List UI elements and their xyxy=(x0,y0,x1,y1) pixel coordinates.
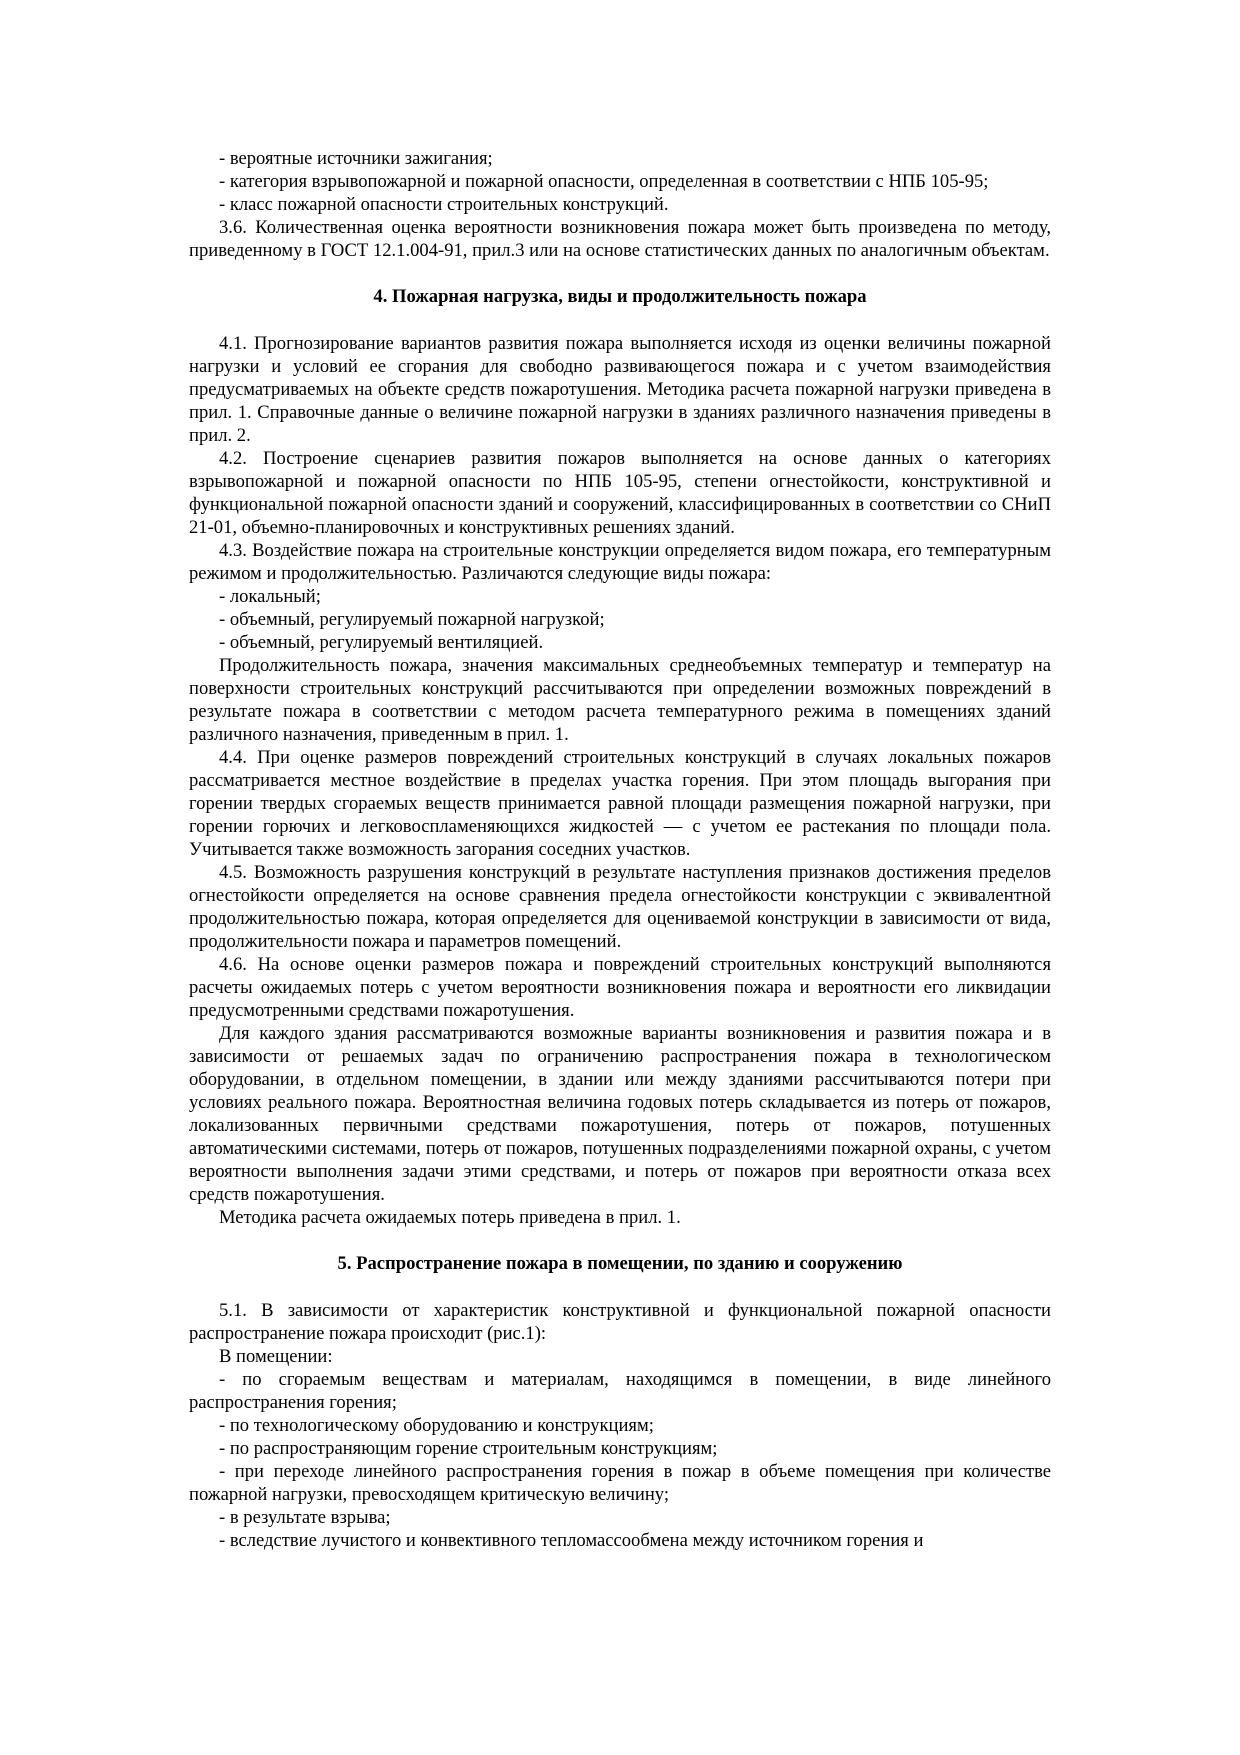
list-item: - по технологическому оборудованию и конструкциям; xyxy=(219,1415,654,1436)
list-item: - при переходе линейного распространения горения в пожар в объеме помещения при количестве пожарной нагрузки, превосходящем критическую величину; xyxy=(189,1461,1051,1505)
paragraph-4-6: 4.6. На основе оценки размеров пожара и повреждений строительных конструкций выполняются расчеты ожидаемых потерь с учетом вероятности возникновения пожара и вероятности его ликвидации предусмотренными средствами пожаротушения. xyxy=(189,954,1051,1021)
paragraph-4-5: 4.5. Возможность разрушения конструкций в результате наступления признаков достижения пределов огнестойкости определяется на основе сравнения предела огнестойкости конструкции с эквивалентной продолжительностью пожара, которая определяется для оцениваемой конструкции в зависимости от вида, продолжительности пожара и параметров помещений. xyxy=(189,862,1051,952)
list-item: - объемный, регулируемый пожарной нагрузкой; xyxy=(219,609,605,630)
list-item: - объемный, регулируемый вентиляцией. xyxy=(219,632,544,653)
paragraph-4-3: 4.3. Воздействие пожара на строительные конструкции определяется видом пожара, его температурным режимом и продолжительностью. Различаются следующие виды пожара: xyxy=(189,540,1051,584)
paragraph: В помещении: xyxy=(219,1346,333,1367)
paragraph-5-1: 5.1. В зависимости от характеристик конструктивной и функциональной пожарной опасности распространение пожара происходит (рис.1): xyxy=(189,1300,1051,1344)
paragraph-4-1: 4.1. Прогнозирование вариантов развития пожара выполняется исходя из оценки величины пожарной нагрузки и условий ее сгорания для свободно развивающегося пожара и с учетом взаимодействия предусматриваемых на объекте средств пожаротушения. Методика расчета пожарной нагрузки приведена в прил. 1. Справочные данные о величине пожарной нагрузки в зданиях различного назначения приведены в прил. 2. xyxy=(189,333,1051,446)
list-item: - вследствие лучистого и конвективного тепломассообмена между источником горения и xyxy=(219,1530,924,1551)
list-item: - вероятные источники зажигания; xyxy=(219,148,493,169)
list-item: - по распространяющим горение строительным конструкциям; xyxy=(219,1438,718,1459)
section-4-heading: 4. Пожарная нагрузка, виды и продолжительность пожара xyxy=(373,286,867,307)
list-item: - по сгораемым веществам и материалам, находящимся в помещении, в виде линейного распространения горения; xyxy=(189,1369,1051,1413)
paragraph-4-2: 4.2. Построение сценариев развития пожаров выполняется на основе данных о категориях взрывопожарной и пожарной опасности по НПБ 105-95, степени огнестойкости, конструктивной и функциональной пожарной опасности зданий и сооружений, классифицированных в соответствии со СНиП 21-01, объемно-планировочных и конструктивных решениях зданий. xyxy=(189,448,1051,538)
document-page xyxy=(189,147,1051,1552)
section-5-heading: 5. Распространение пожара в помещении, по зданию и сооружению xyxy=(337,1253,903,1274)
list-item: - локальный; xyxy=(219,586,321,607)
list-item: - категория взрывопожарной и пожарной опасности, определенная в соответствии с НПБ 105-95; xyxy=(219,171,989,192)
paragraph: Продолжительность пожара, значения максимальных среднеобъемных температур и температур на поверхности строительных конструкций рассчитываются при определении возможных повреждений в результате пожара в соответствии с методом расчета температурного режима в помещениях зданий различного назначения, приведенным в прил. 1. xyxy=(189,655,1051,745)
paragraph-4-4: 4.4. При оценке размеров повреждений строительных конструкций в случаях локальных пожаров рассматривается местное воздействие в пределах участка горения. При этом площадь выгорания при горении твердых сгораемых веществ принимается равной площади размещения пожарной нагрузки, при горении горючих и легковоспламеняющихся жидкостей — с учетом ее растекания по площади пола. Учитывается также возможность загорания соседних участков. xyxy=(189,747,1051,860)
list-item: - в результате взрыва; xyxy=(219,1507,391,1528)
paragraph: Для каждого здания рассматриваются возможные варианты возникновения и развития пожара и в зависимости от решаемых задач по ограничению распространения пожара в технологическом оборудовании, в отдельном помещении, в здании или между зданиями рассчитываются потери при условиях реального пожара. Вероятностная величина годовых потерь складывается из потерь от пожаров, локализованных первичными средствами пожаротушения, потерь от пожаров, потушенных автоматическими системами, потерь от пожаров, потушенных подразделениями пожарной охраны, с учетом вероятности выполнения задачи этими средствами, и потерь от пожаров при вероятности отказа всех средств пожаротушения. xyxy=(189,1023,1051,1205)
list-item: - класс пожарной опасности строительных конструкций. xyxy=(219,194,669,215)
paragraph-3-6: 3.6. Количественная оценка вероятности возникновения пожара может быть произведена по методу, приведенному в ГОСТ 12.1.004-91, прил.3 или на основе статистических данных по аналогичным объектам. xyxy=(189,217,1051,261)
paragraph: Методика расчета ожидаемых потерь приведена в прил. 1. xyxy=(219,1207,681,1228)
